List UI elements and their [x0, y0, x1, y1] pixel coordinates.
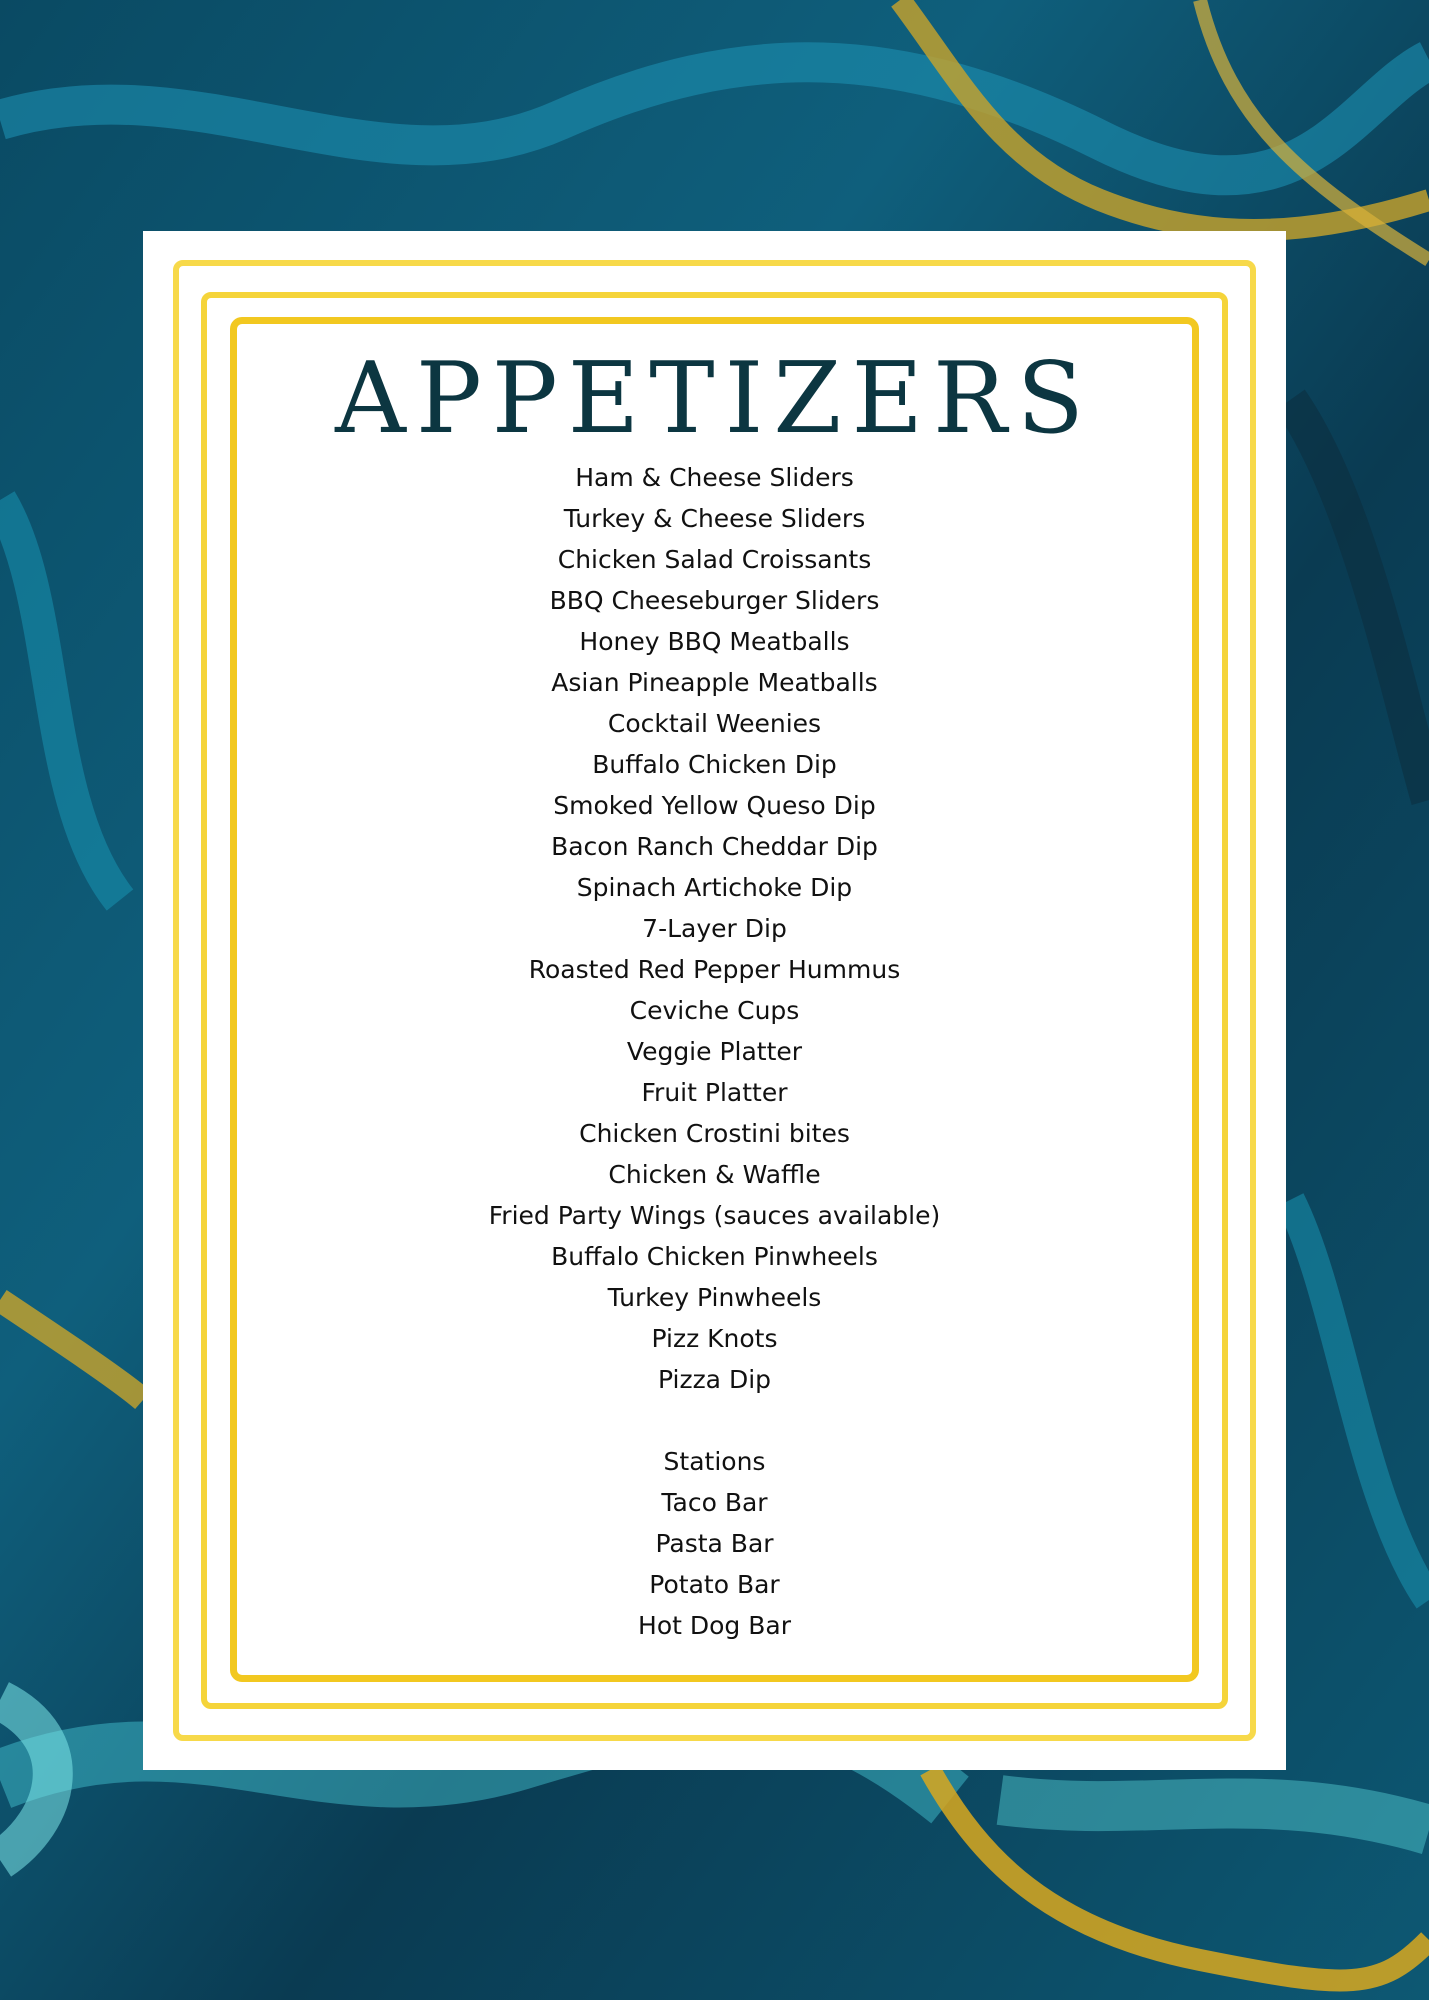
station-item: Pasta Bar [655, 1529, 774, 1558]
list-item: Honey BBQ Meatballs [579, 627, 850, 656]
list-item: Ham & Cheese Sliders [575, 463, 854, 492]
list-item: Roasted Red Pepper Hummus [528, 955, 901, 984]
list-item: Cocktail Weenies [607, 709, 822, 738]
list-item: Fruit Platter [641, 1078, 788, 1107]
station-item: Hot Dog Bar [638, 1611, 791, 1640]
list-item: Pizz Knots [651, 1324, 778, 1353]
list-item: Asian Pineapple Meatballs [551, 668, 878, 697]
list-item: Turkey Pinwheels [607, 1283, 822, 1312]
list-item: Chicken Crostini bites [579, 1119, 850, 1148]
list-item: BBQ Cheeseburger Sliders [549, 586, 880, 615]
list-item: Ceviche Cups [629, 996, 800, 1025]
list-item: Spinach Artichoke Dip [576, 873, 853, 902]
page-title: APPETIZERS [335, 342, 1094, 456]
menu-card [143, 231, 1286, 1770]
list-item: Bacon Ranch Cheddar Dip [551, 832, 878, 861]
list-item: Chicken & Waffle [608, 1160, 821, 1189]
list-item: 7-Layer Dip [642, 914, 787, 943]
station-item: Taco Bar [661, 1488, 768, 1517]
appetizer-list [143, 457, 1286, 1646]
station-item: Potato Bar [649, 1570, 780, 1599]
list-item: Veggie Platter [626, 1037, 803, 1066]
list-item: Chicken Salad Croissants [557, 545, 872, 574]
list-item: Buffalo Chicken Pinwheels [551, 1242, 878, 1271]
list-item: Buffalo Chicken Dip [592, 750, 837, 779]
list-item: Fried Party Wings (sauces available) [488, 1201, 941, 1230]
list-spacer [143, 1400, 1286, 1441]
list-item: Smoked Yellow Queso Dip [553, 791, 876, 820]
list-item: Pizza Dip [657, 1365, 772, 1394]
stations-heading: Stations [663, 1447, 766, 1476]
list-item: Turkey & Cheese Sliders [563, 504, 866, 533]
